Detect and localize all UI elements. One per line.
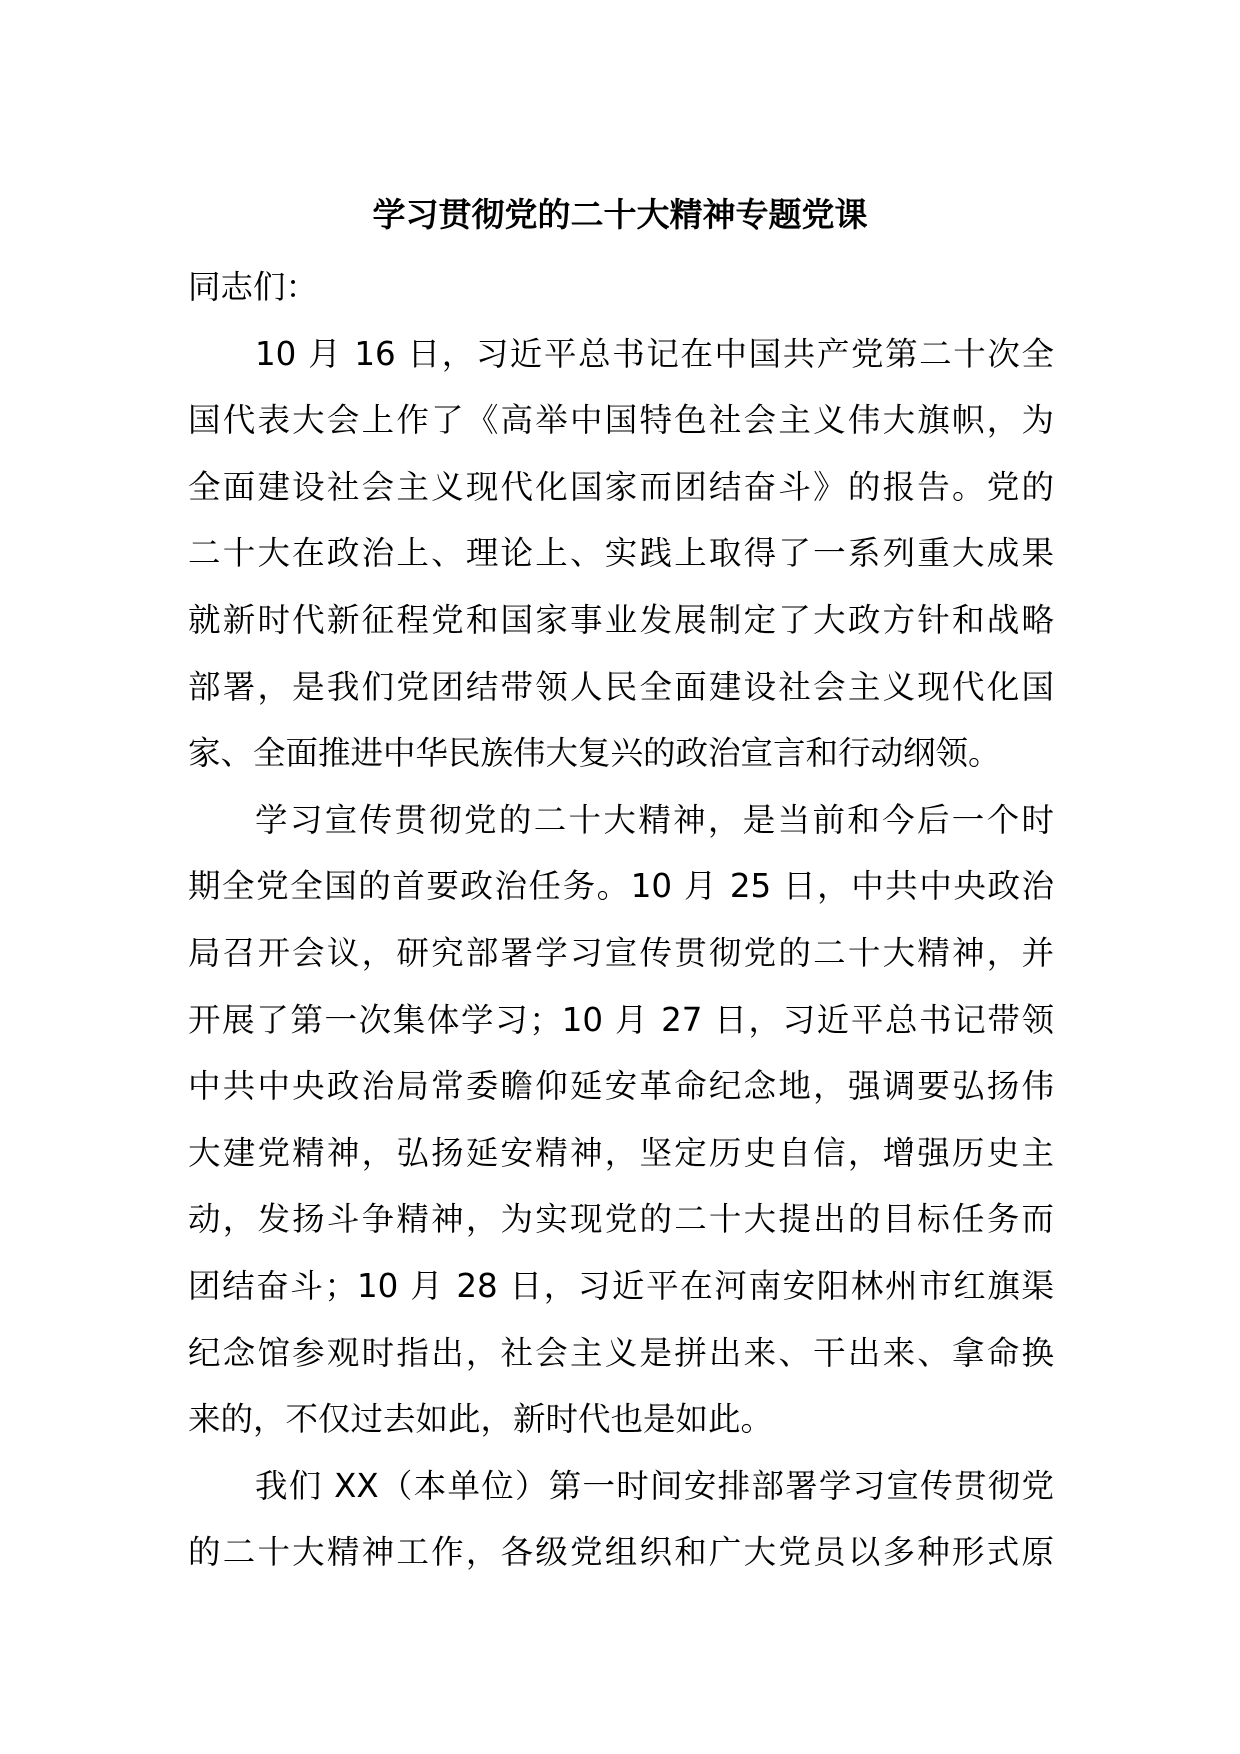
paragraph-line: 我们 XX（本单位）第一时间安排部署学习宣传贯彻党 <box>255 1466 1054 1505</box>
paragraph-line: 纪念馆参观时指出，社会主义是拼出来、干出来、拿命换 <box>188 1333 1054 1372</box>
document-body <box>188 254 1054 1586</box>
paragraph-line: 二十大在政治上、理论上、实践上取得了一系列重大成果 <box>188 534 1054 573</box>
paragraph-2 <box>188 787 1054 1453</box>
paragraph-line: 就新时代新征程党和国家事业发展制定了大政方针和战略 <box>188 600 1054 639</box>
paragraph-line: 开展了第一次集体学习；10 月 27 日，习近平总书记带领 <box>188 1000 1054 1039</box>
paragraph-line: 学习宣传贯彻党的二十大精神，是当前和今后一个时 <box>255 800 1054 839</box>
salutation: 同志们： <box>188 268 319 306</box>
paragraph-3 <box>188 1453 1054 1586</box>
paragraph-line: 团结奋斗；10 月 28 日，习近平在河南安阳林州市红旗渠 <box>188 1266 1054 1305</box>
paragraph-line: 家、全面推进中华民族伟大复兴的政治宣言和行动纲领。 <box>188 734 1001 773</box>
paragraph-line: 国代表大会上作了《高举中国特色社会主义伟大旗帜，为 <box>188 401 1054 440</box>
paragraph-line: 中共中央政治局常委瞻仰延安革命纪念地，强调要弘扬伟 <box>188 1067 1054 1106</box>
paragraph-1 <box>188 321 1054 787</box>
paragraph-line: 全面建设社会主义现代化国家而团结奋斗》的报告。党的 <box>188 467 1054 506</box>
paragraph-line: 局召开会议，研究部署学习宣传贯彻党的二十大精神，并 <box>188 933 1054 972</box>
paragraph-line: 期全党全国的首要政治任务。10 月 25 日，中共中央政治 <box>188 867 1054 906</box>
document-title: 学习贯彻党的二十大精神专题党课 <box>372 195 868 234</box>
paragraph-line: 的二十大精神工作，各级党组织和广大党员以多种形式原 <box>188 1533 1054 1572</box>
paragraph-line: 10 月 16 日，习近平总书记在中国共产党第二十次全 <box>255 334 1054 373</box>
paragraph-line: 来的，不仅过去如此，新时代也是如此。 <box>188 1400 774 1439</box>
paragraph-line: 大建党精神，弘扬延安精神，坚定历史自信，增强历史主 <box>188 1133 1054 1172</box>
paragraph-line: 动，发扬斗争精神，为实现党的二十大提出的目标任务而 <box>188 1200 1054 1239</box>
paragraph-line: 部署，是我们党团结带领人民全面建设社会主义现代化国 <box>188 667 1054 706</box>
